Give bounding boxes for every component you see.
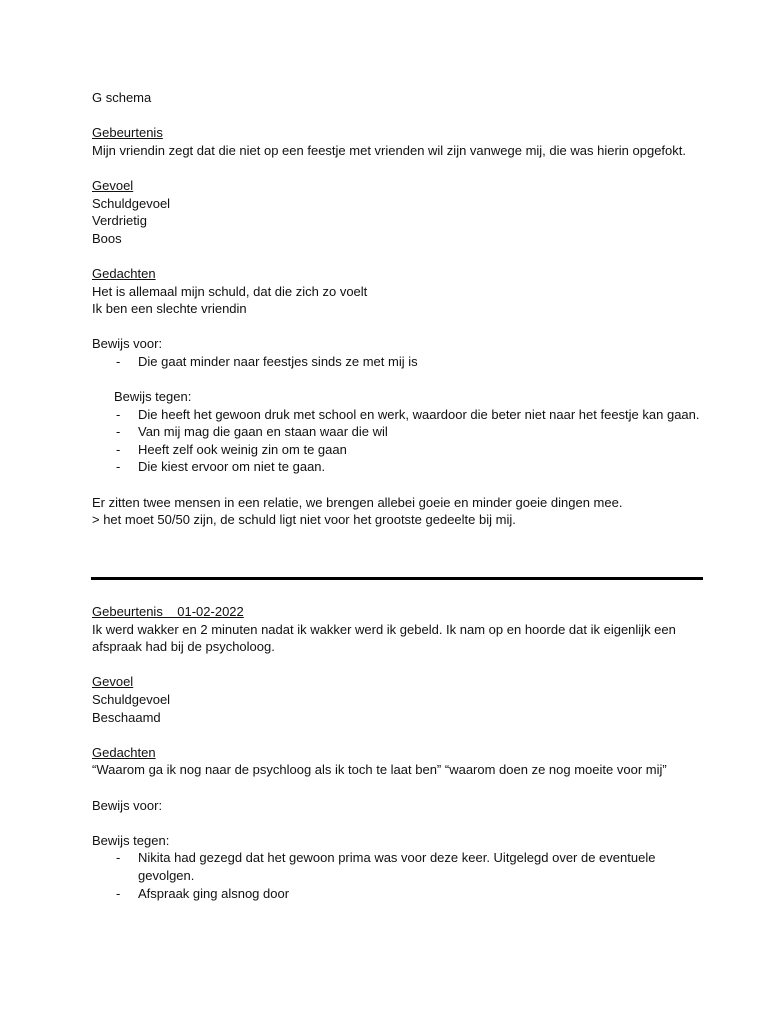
feeling-item: Schuldgevoel	[92, 691, 171, 707]
document-title: G schema	[92, 90, 152, 105]
list-item	[92, 353, 712, 371]
feeling-item: Verdrietig	[92, 213, 147, 229]
list-item	[92, 406, 712, 424]
list-marker: -	[116, 353, 121, 369]
evidence-against-item: Van mij mag die gaan en staan waar die wil	[138, 424, 388, 440]
evidence-for-item: Die gaat minder naar feestjes sinds ze met mij is	[138, 353, 418, 369]
evidence-against-item: Heeft zelf ook weinig zin om te gaan	[138, 441, 347, 457]
evidence-against-heading: Bewijs tegen:	[92, 832, 170, 848]
event-text: Ik werd wakker en 2 minuten nadat ik wakker werd ik gebeld. Ik nam op en hoorde dat ik eigenlijk een afspraak had bij de psycholoog.	[92, 621, 680, 655]
evidence-for-heading: Bewijs voor:	[92, 797, 163, 813]
entry-1	[92, 89, 712, 529]
conclusion-text: > het moet 50/50 zijn, de schuld ligt niet voor het grootste gedeelte bij mij.	[92, 512, 516, 528]
section-divider	[91, 577, 703, 580]
evidence-against-item: Afspraak ging alsnog door	[138, 885, 290, 901]
evidence-against-item: Die kiest ervoor om niet te gaan.	[138, 459, 326, 475]
feeling-heading: Gevoel	[92, 177, 134, 193]
thoughts-heading: Gedachten	[92, 265, 156, 281]
list-item	[92, 441, 712, 459]
conclusion-text: Er zitten twee mensen in een relatie, we brengen allebei goeie en minder goeie dingen mee.	[92, 494, 623, 510]
feeling-item: Schuldgevoel	[92, 195, 171, 211]
list-marker: -	[116, 885, 121, 901]
evidence-against-heading: Bewijs tegen:	[114, 389, 192, 405]
list-item	[92, 885, 712, 903]
thought-item: “Waarom ga ik nog naar de psychloog als ik toch te laat ben” “waarom doen ze nog moeite voor mij”	[92, 762, 667, 778]
list-marker: -	[116, 441, 121, 457]
event-heading: Gebeurtenis	[92, 125, 163, 141]
feeling-item: Beschaamd	[92, 709, 161, 725]
list-marker: -	[116, 459, 121, 475]
entry-2	[92, 603, 712, 902]
list-item	[92, 458, 712, 476]
list-item	[92, 423, 712, 441]
list-marker: -	[116, 406, 121, 422]
thoughts-heading: Gedachten	[92, 744, 156, 760]
evidence-against-item: Die heeft het gewoon druk met school en werk, waardoor die beter niet naar het feestje kan gaan.	[138, 406, 700, 422]
thought-item: Ik ben een slechte vriendin	[92, 301, 247, 317]
event-text: Mijn vriendin zegt dat die niet op een feestje met vrienden wil zijn vanwege mij, die was hierin opgefokt.	[92, 142, 686, 158]
evidence-for-heading: Bewijs voor:	[92, 336, 163, 352]
thought-item: Het is allemaal mijn schuld, dat die zich zo voelt	[92, 283, 368, 299]
evidence-against-item: Nikita had gezegd dat het gewoon prima was voor deze keer. Uitgelegd over de eventuele gevolgen.	[138, 850, 656, 883]
list-marker: -	[116, 424, 121, 440]
list-item	[92, 849, 712, 884]
list-marker: -	[116, 850, 121, 866]
feeling-item: Boos	[92, 230, 122, 246]
feeling-heading: Gevoel	[92, 674, 134, 690]
event-heading: Gebeurtenis 01-02-2022	[92, 604, 244, 619]
